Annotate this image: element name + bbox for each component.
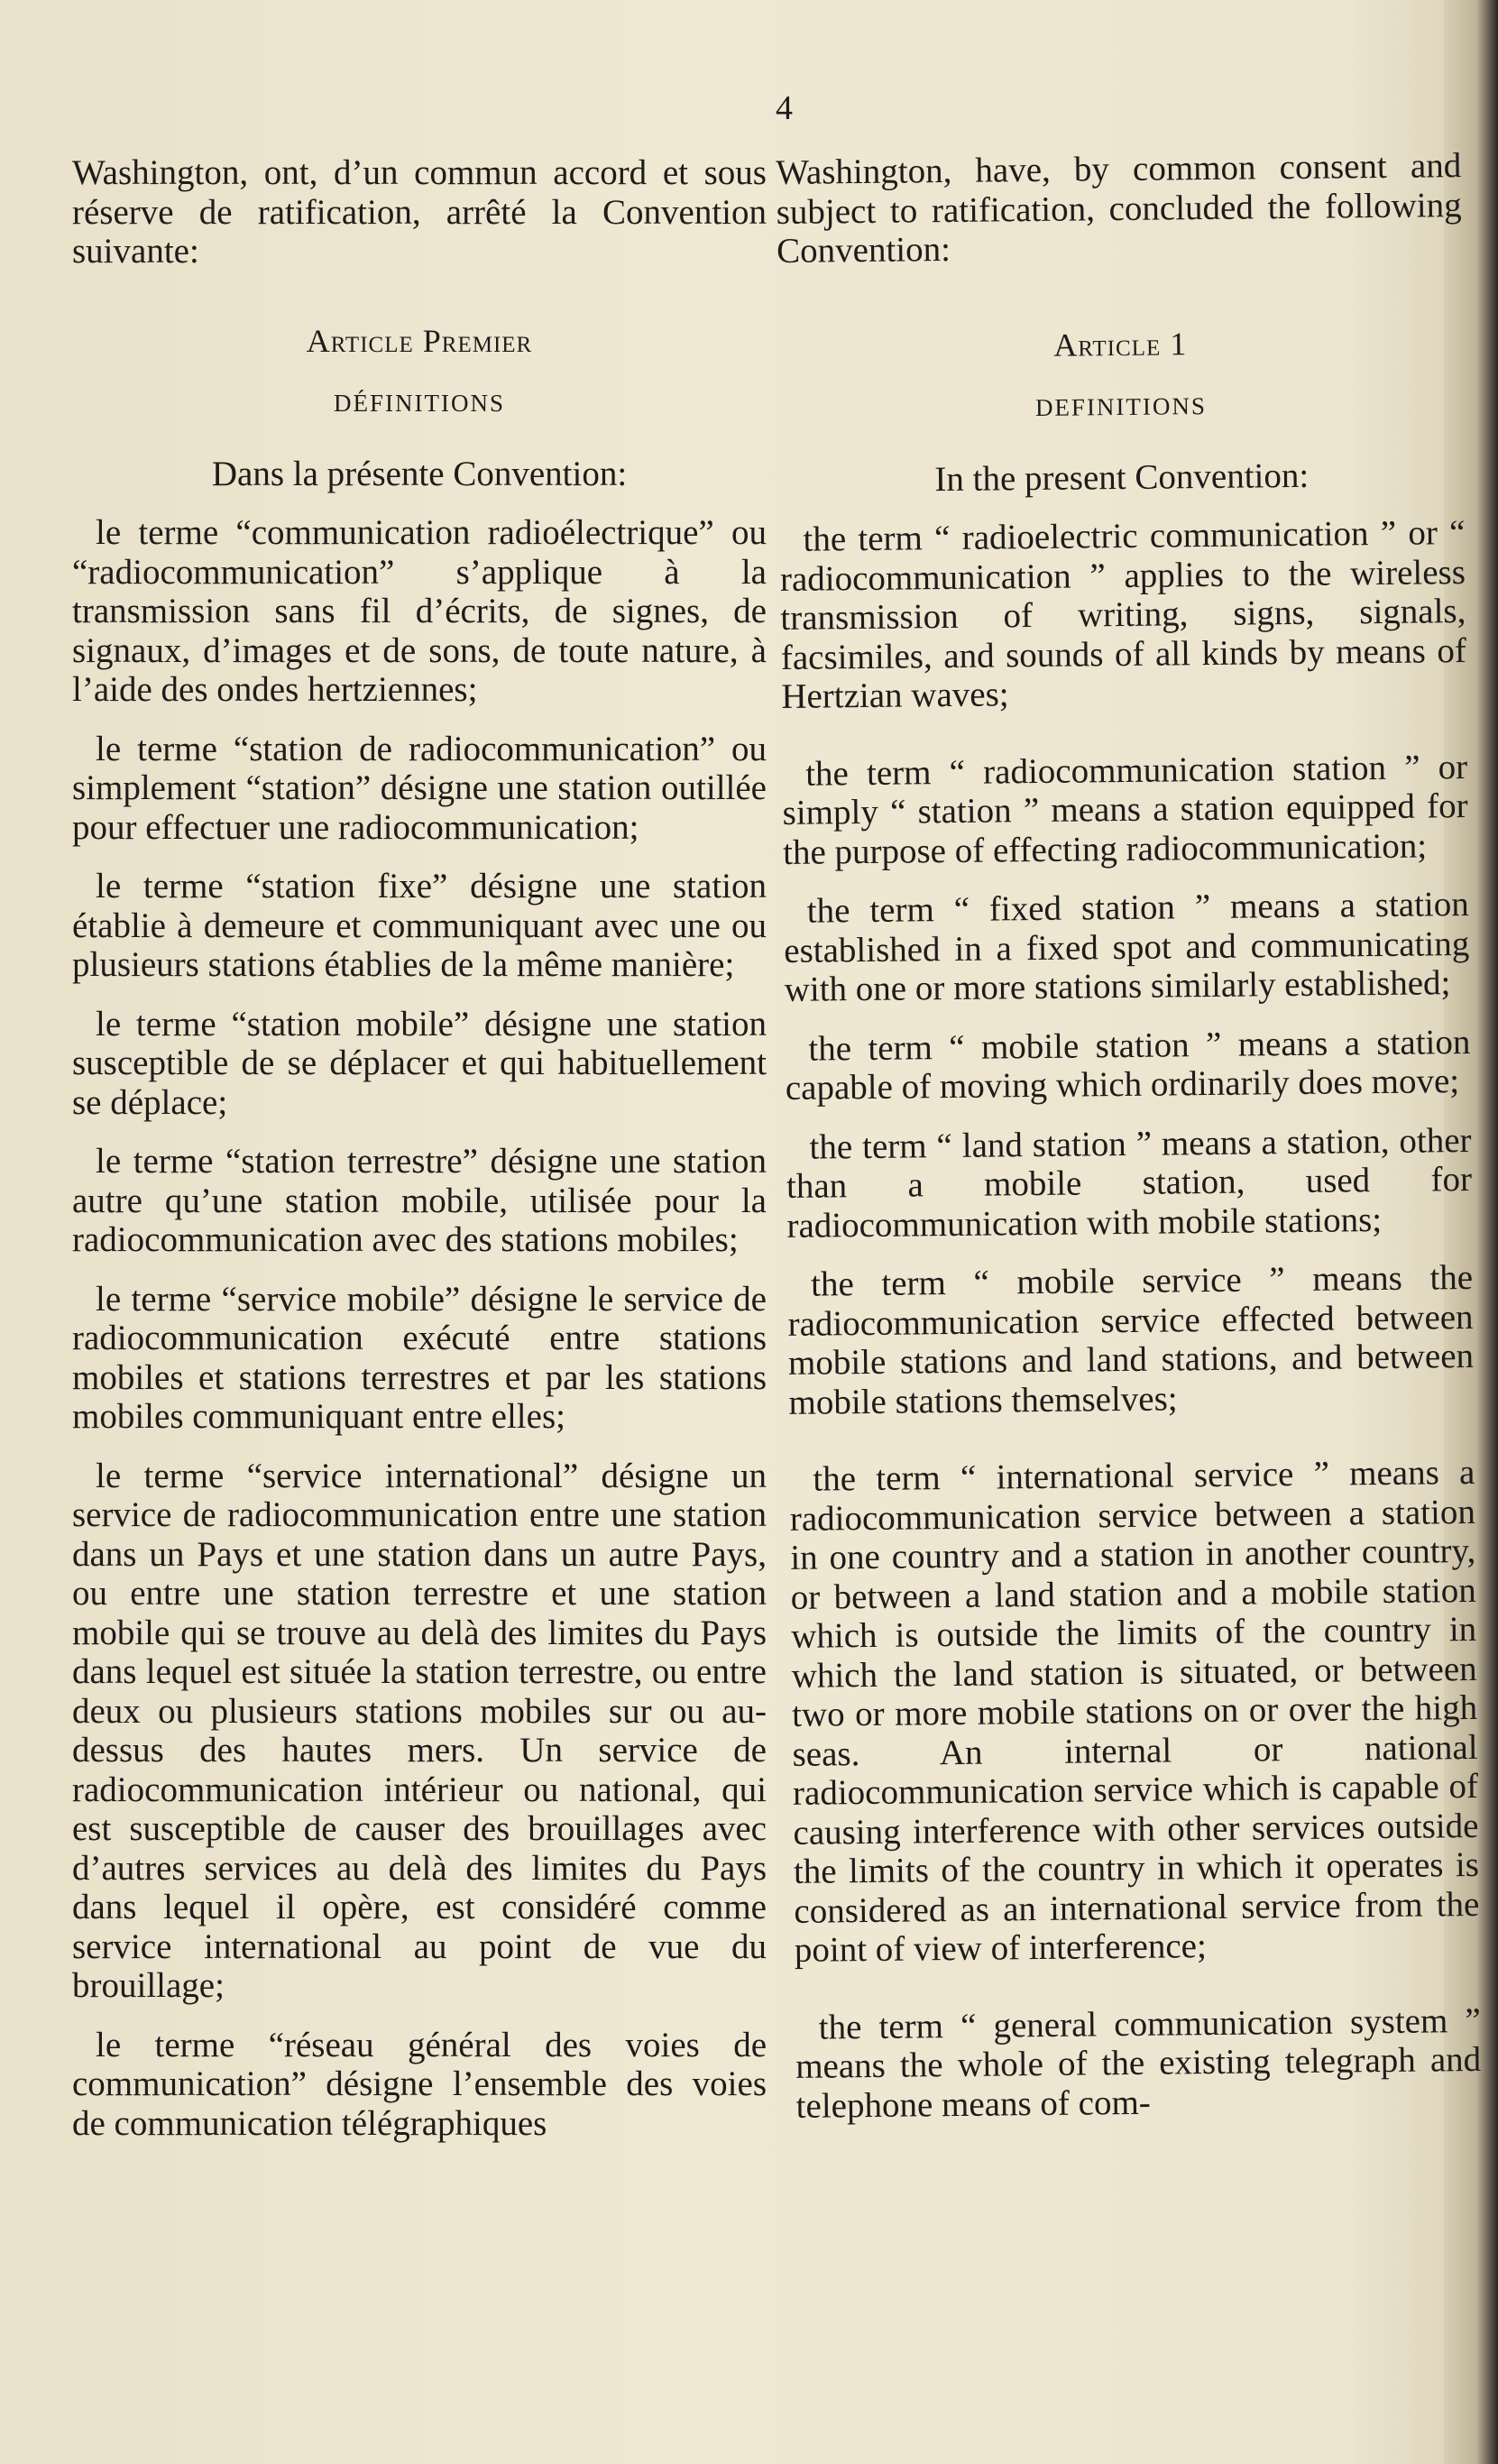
french-definition: le terme “service mobile” désigne le service de radiocommunication exécuté entre stations mobiles et stations terrestres et par les stations mobiles communiquant entre elles; <box>72 1279 767 1436</box>
english-section-heading: DEFINITIONS <box>1034 392 1208 421</box>
english-definition: the term “ radiocommunication station ” or simply “ station ” means a station equipped for the purpose of effecting radiocommunication; <box>782 747 1468 872</box>
english-article-heading: Article 1 <box>1053 325 1188 363</box>
french-definition: le terme “station terrestre” désigne une station autre qu’une station mobile, utilisée pour la radiocommunication avec des stations mobiles; <box>72 1142 767 1259</box>
english-definition: the term “ international service ” means a radiocommunication service between a station in one country and a station in another country, or between a land station and a mobile station which is outside the limits of the country in which the land station is situated, or between two or more mobile stations on or over the high seas. An internal or national radiocommunication service which is capable of causing interference with other services outside the limits of the country in which it operates is considered as an international service from the point of view of interference; <box>789 1452 1480 1970</box>
french-article-heading: Article Premier <box>306 322 533 359</box>
french-column <box>72 153 767 2163</box>
french-opening: Washington, ont, d’un commun accord et sous réserve de ratification, arrêté la Convention suivante: <box>72 153 767 271</box>
english-opening: Washington, have, by common consent and subject to ratification, concluded the following Convention: <box>776 146 1462 271</box>
french-definition: le terme “station mobile” désigne une station susceptible de se déplacer et qui habituellement se déplace; <box>72 1004 767 1122</box>
english-definition: the term “ radioelectric communication ” or “ radiocommunication ” applies to the wireless transmission of writing, signs, signals, facsimiles, and sounds of all kinds by means of Hertzian waves; <box>779 513 1467 716</box>
english-definition: the term “ mobile service ” means the radiocommunication service effected between mobile stations and land stations, and between mobile stations themselves; <box>787 1257 1475 1422</box>
french-definition: le terme “service international” désigne un service de radiocommunication entre une station dans un Pays et une station dans un autre Pays, ou entre une station terrestre et une station mobile qui se trouve au delà des limites du Pays dans lequel est située la station terrestre, ou entre deux ou plusieurs stations mobiles sur ou au-dessus des hautes mers. Un service de radiocommunication intérieur ou national, qui est susceptible de causer des brouillages avec d’autres services au delà des limites du Pays dans lequel il opère, est considéré comme service international au point de vue du brouillage; <box>72 1456 767 2005</box>
english-column <box>776 146 1482 2146</box>
english-definition: the term “ land station ” means a station, other than a mobile station, used for radiocommunication with mobile stations; <box>786 1120 1473 1246</box>
french-section-heading: DÉFINITIONS <box>334 390 505 417</box>
english-definition: the term “ fixed station ” means a station established in a fixed spot and communicating with one or more stations similarly established; <box>784 884 1470 1009</box>
french-definition: le terme “station fixe” désigne une station établie à demeure et communiquant avec une ou plusieurs stations établies de la même manière; <box>72 867 767 984</box>
english-definition: the term “ general communication system ” means the whole of the existing telegraph and telephone means of com- <box>795 2000 1482 2126</box>
french-definition: le terme “station de radiocommunication” ou simplement “station” désigne une station outillée pour effectuer une radiocommunication; <box>72 729 767 847</box>
french-definition: le terme “réseau général des voies de communication” désigne l’ensemble des voies de communication télégraphiques <box>72 2025 767 2143</box>
english-intro: In the present Convention: <box>934 455 1310 499</box>
english-definition: the term “ mobile station ” means a station capable of moving which ordinarily does move; <box>785 1022 1471 1108</box>
french-intro: Dans la présente Convention: <box>211 454 628 493</box>
page-number: 4 <box>776 89 793 127</box>
french-definition: le terme “communication radioélectrique” ou “radiocommunication” s’applique à la transmission sans fil d’écrits, de signes, de signaux, d’images et de sons, de toute nature, à l’aide des ondes hertziennes; <box>72 513 767 709</box>
